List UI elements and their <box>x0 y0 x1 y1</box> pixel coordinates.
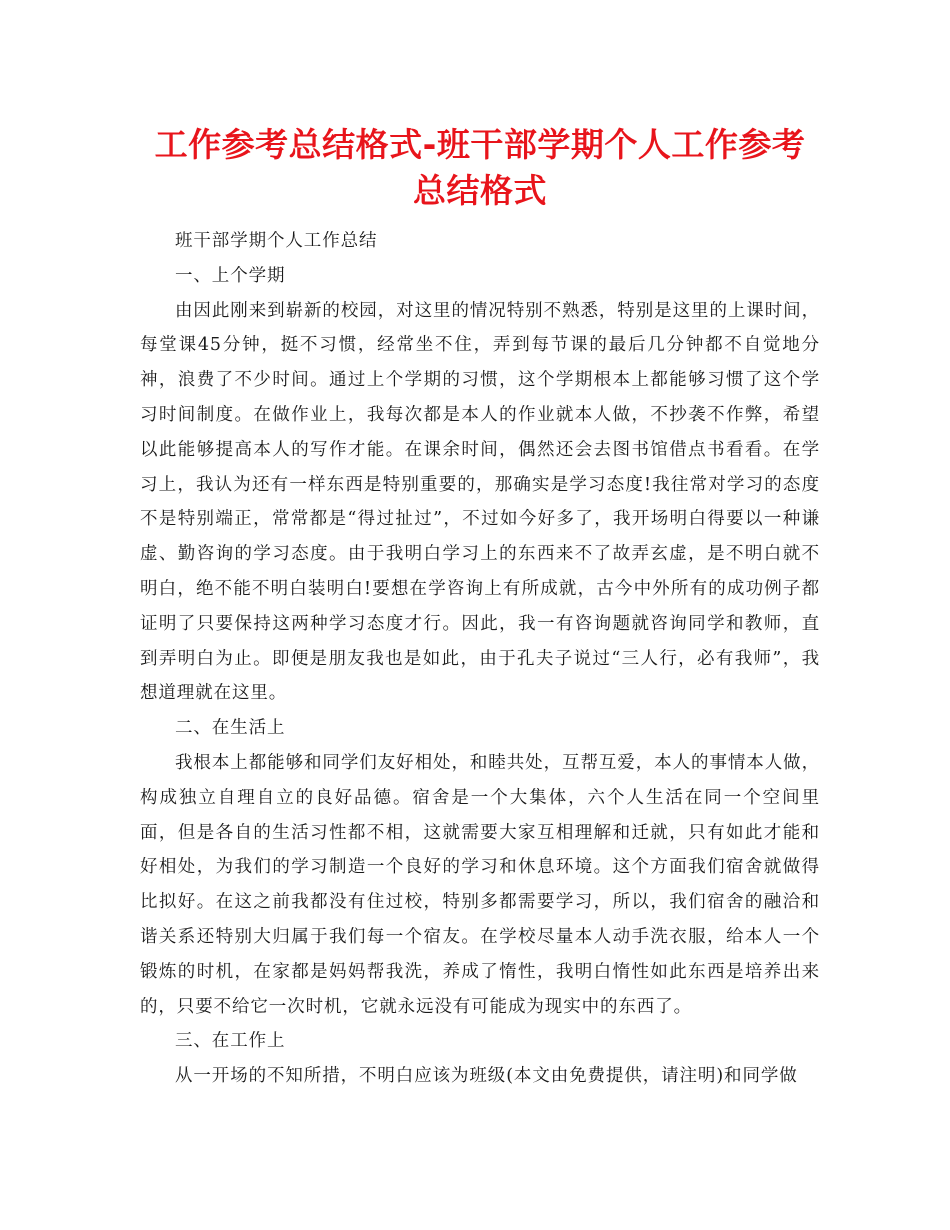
document-title: 工作参考总结格式-班干部学期个人工作参考总结格式 <box>154 125 806 210</box>
section-heading-work: 三、在工作上 <box>175 1031 286 1052</box>
section-paragraph-life: 我根本上都能够和同学们友好相处，和睦共处，互帮互爱，本人的事情本人做，构成独立自理自立的良好品德。宿舍是一个大集体，六个人生活在同一个空间里面，但是各自的生活习性都不相，这就需要大家互相理解和迁就，只有如此才能和好相处，为我们的学习制造一个良好的学习和休息环境。这个方面我们宿舍就做得比拟好。在这之前我都没有住过校，特别多都需要学习，所以，我们宿舍的融洽和谐关系还特别大归属于我们每一个宿友。在学校尽量本人动手洗衣服，给本人一个锻炼的时机，在家都是妈妈帮我洗，养成了惰性，我明白惰性如此东西是培养出来的，只要不给它一次时机，它就永远没有可能成为现实中的东西了。 <box>140 752 820 1017</box>
section-paragraph-last-semester: 由因此刚来到崭新的校园，对这里的情况特别不熟悉，特别是这里的上课时间，每堂课45分钟，挺不习惯，经常坐不住，弄到每节课的最后几分钟都不自觉地分神，浪费了不少时间。通过上个学期的习惯，这个学期根本上都能够习惯了这个学习时间制度。在做作业上，我每次都是本人的作业就本人做，不抄袭不作弊，希望以此能够提高本人的写作才能。在课余时间，偶然还会去图书馆借点书看看。在学习上，我认为还有一样东西是特别重要的，那确实是学习态度!我往常对学习的态度不是特别端正，常常都是“得过扯过”，不过如今好多了，我开场明白得要以一种谦虚、勤咨询的学习态度。由于我明白学习上的东西来不了故弄玄虚，是不明白就不明白，绝不能不明白装明白!要想在学咨询上有所成就，古今中外所有的成功例子都证明了只要保持这两种学习态度才行。因此，我一有咨询题就咨询同学和教师，直到弄明白为止。即便是朋友我也是如此，由于孔夫子说过“三人行，必有我师”，我想道理就在这里。 <box>140 300 820 704</box>
section-heading-last-semester: 一、上个学期 <box>175 265 286 286</box>
document-subtitle: 班干部学期个人工作总结 <box>175 231 378 251</box>
section-paragraph-work: 从一开场的不知所措，不明白应该为班级(本文由免费提供，请注明)和同学做 <box>175 1066 798 1087</box>
document-content <box>140 122 820 1094</box>
section-heading-life: 二、在生活上 <box>175 718 286 739</box>
